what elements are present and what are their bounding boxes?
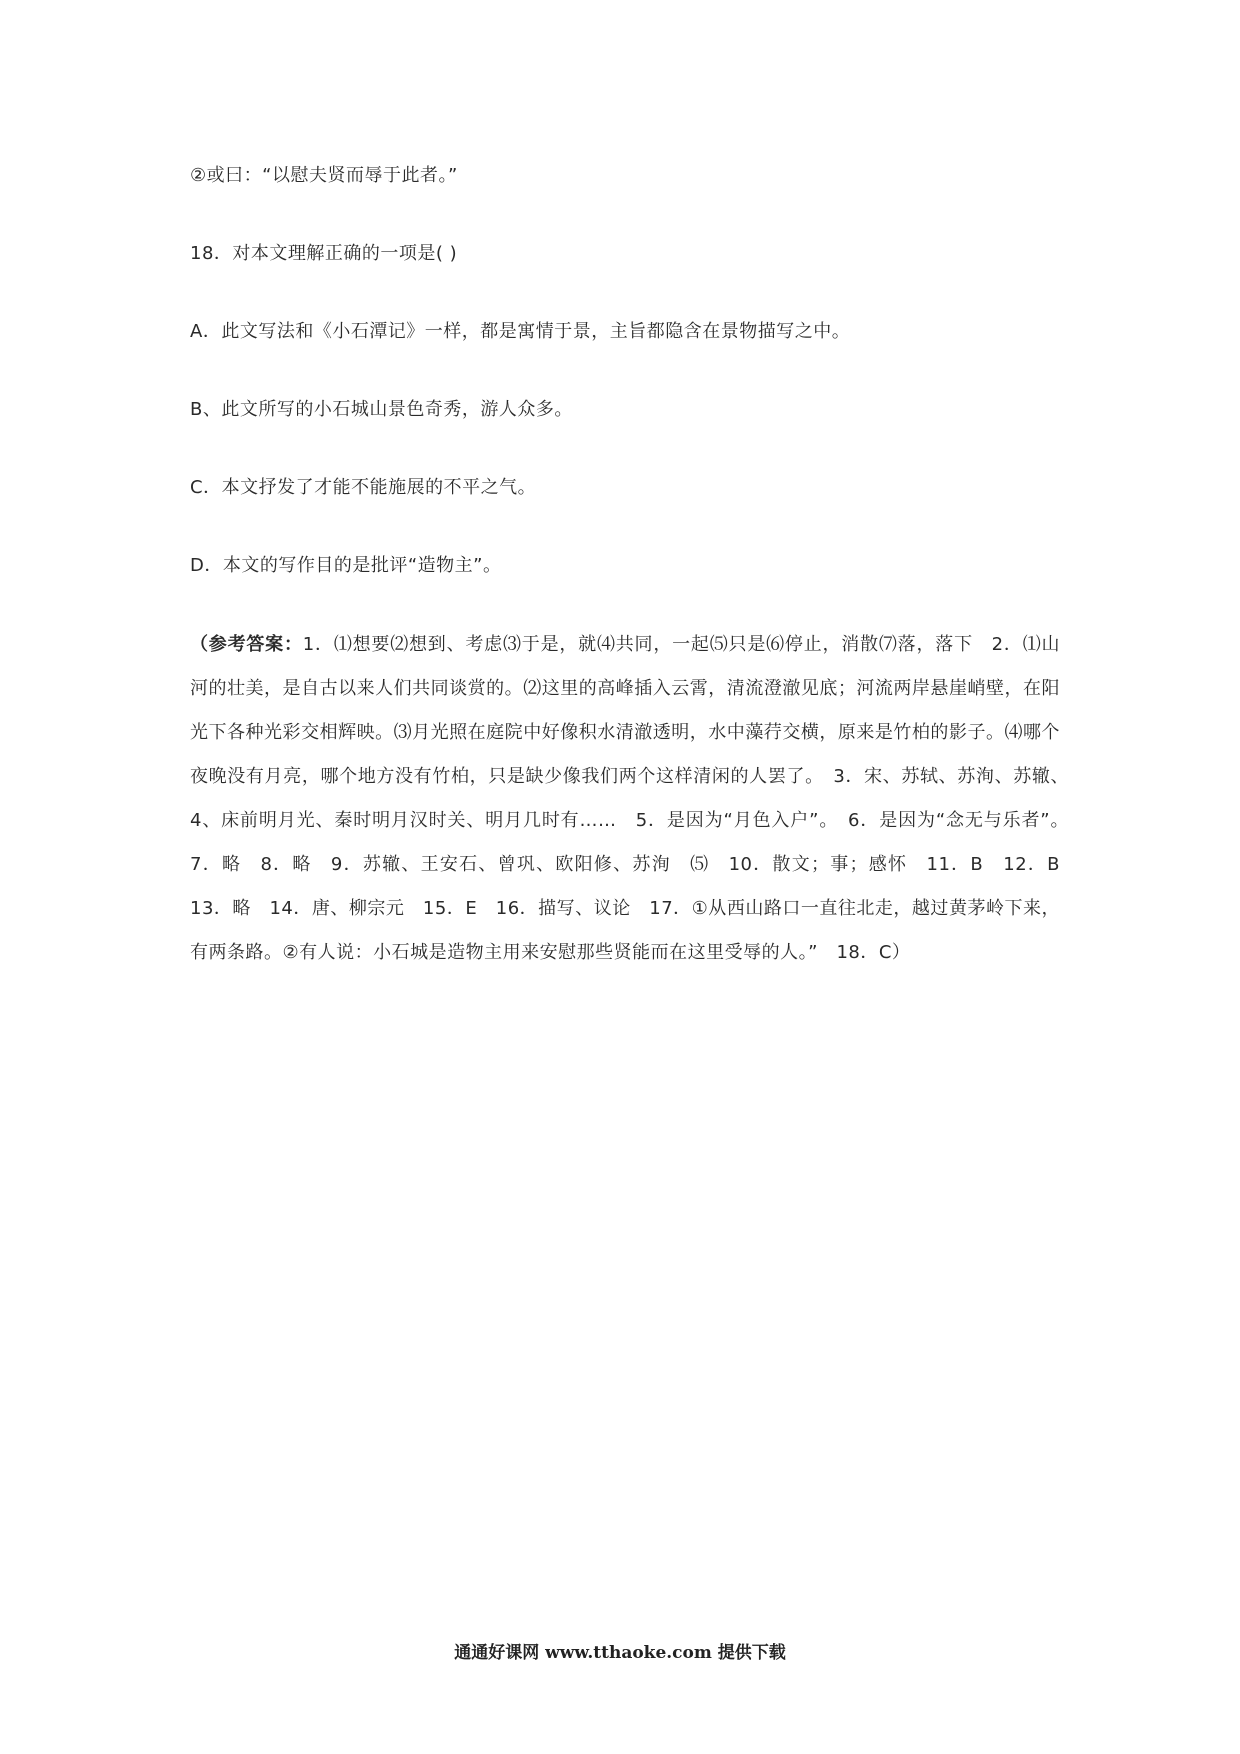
option-a: A．此文写法和《小石潭记》一样，都是寓情于景，主旨都隐含在景物描写之中。 [190, 321, 851, 342]
option-c: C．本文抒发了才能不能施展的不平之气。 [190, 477, 537, 498]
answers-label: （参考答案： [190, 634, 303, 655]
reference-answers [190, 623, 1079, 975]
quote-line-2: ②或曰：“以慰夫贤而辱于此者。” [190, 165, 458, 186]
question-18: 18．对本文理解正确的一项是( ) [190, 243, 458, 264]
option-b: B、此文所写的小石城山景色奇秀，游人众多。 [190, 399, 573, 420]
option-d: D．本文的写作目的是批评“造物主”。 [190, 555, 502, 576]
page-footer: 通通好课网 www.tthaoke.com 提供下载 [454, 1643, 786, 1663]
answers-body: 1．⑴想要⑵想到、考虑⑶于是，就⑷共同，一起⑸只是⑹停止，消散⑺落，落下 2．⑴山河的壮美，是自古以来人们共同谈赏的。⑵这里的高峰插入云霄，清流澄澈见底；河流两岸悬崖峭壁，在阳光下各种光彩交相辉映。⑶月光照在庭院中好像积水清澈透明，水中藻荇交横，原来是竹柏的影子。⑷哪个夜晚没有月亮，哪个地方没有竹柏，只是缺少像我们两个这样清闲的人罢了。 3．宋、苏轼、苏洵、苏辙、 4、床前明月光、秦时明月汉时关、明月几时有…… 5．是因为“月色入户”。 6．是因为“念无与乐者”。 7．略 8．略 9．苏辙、王安石、曾巩、欧阳修、苏洵 ⑸ 10．散文；事；感怀 11．B 12．B 13．略 14．唐、柳宗元 15．E 16．描写、议论 17．①从西山路口一直往北走，越过黄茅岭下来，有两条路。②有人说：小石城是造物主用来安慰那些贤能而在这里受辱的人。” 18．C） [190, 634, 1079, 963]
